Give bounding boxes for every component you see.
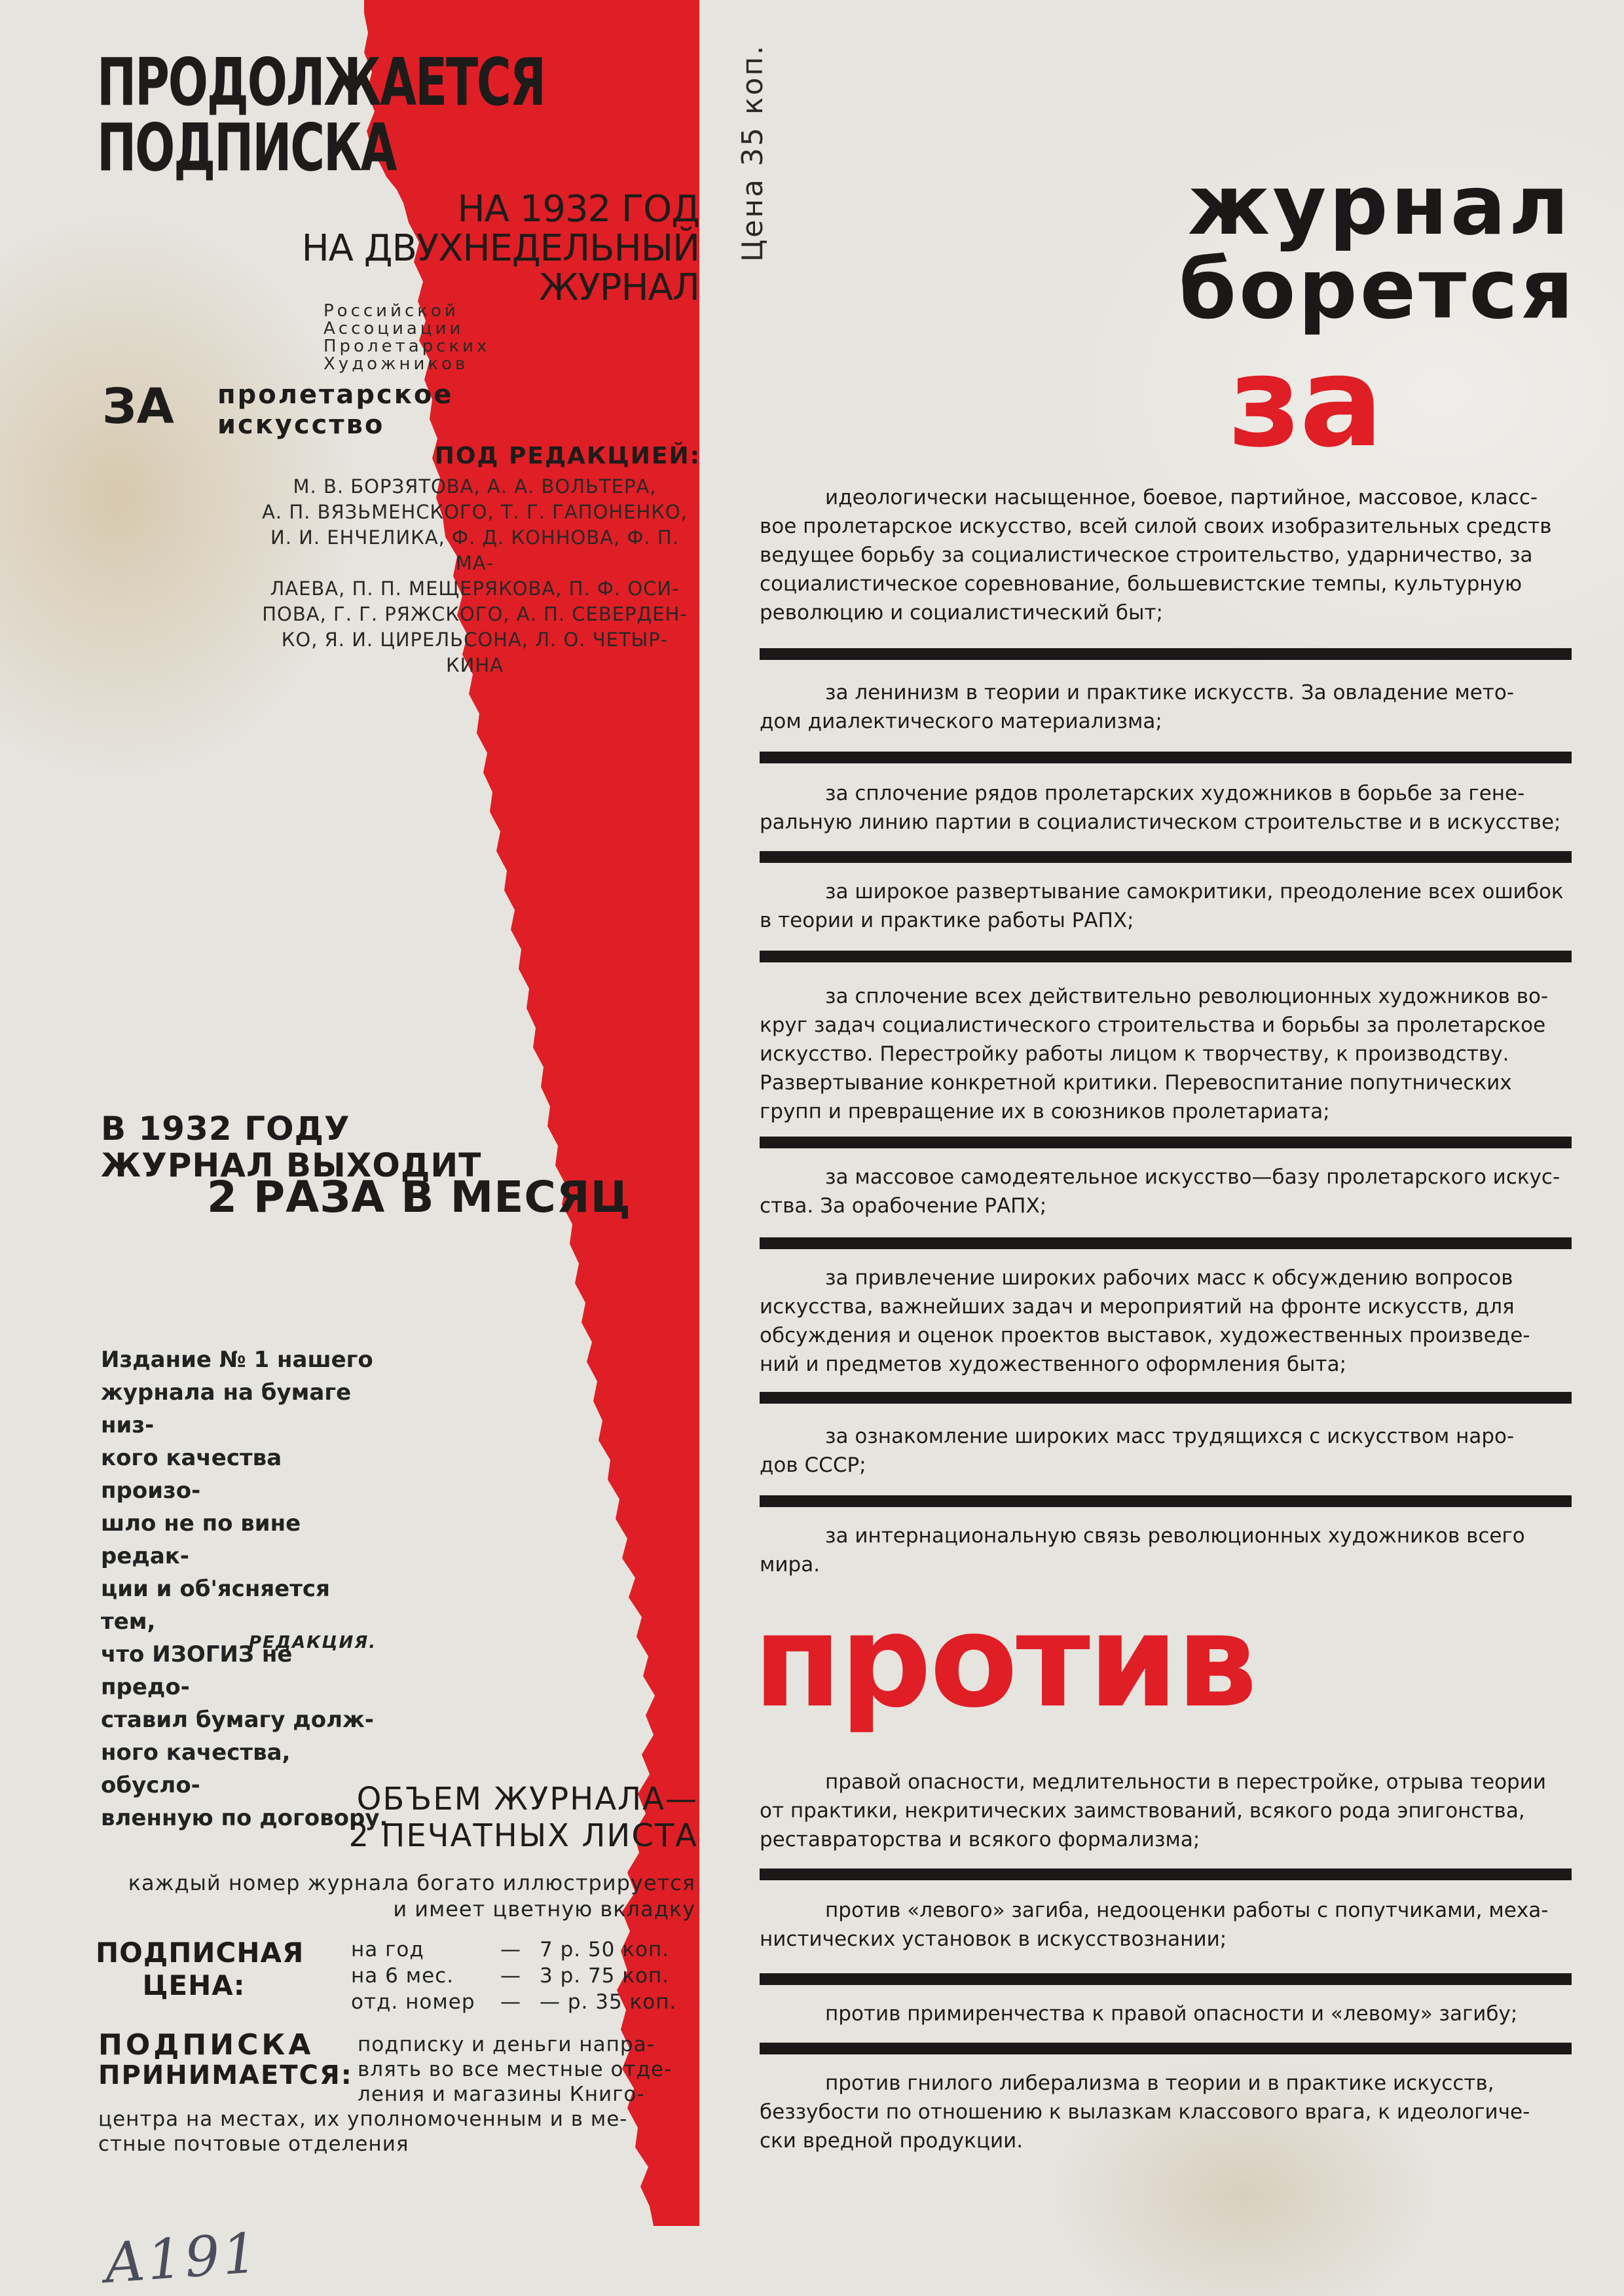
price-amount: 3 р. 75 коп. <box>540 1964 670 1988</box>
editorial-signature: РЕДАКЦИЯ. <box>249 1633 377 1652</box>
price-table <box>351 1937 676 2015</box>
editors-line: КИНА <box>446 654 504 676</box>
price-row <box>351 1937 676 1963</box>
divider-bar <box>760 851 1572 863</box>
price-label-line: ПОДПИСНАЯ <box>96 1937 304 1969</box>
notice-line: вленную по договору. <box>101 1805 388 1831</box>
journal-fights-heading <box>1179 157 1576 337</box>
item-line: реставраторства и всякого формализма; <box>760 1828 1200 1851</box>
divider-bar <box>760 1495 1572 1507</box>
item-line: идеологически насыщенное, боевое, партийное, массовое, класс- <box>825 486 1538 509</box>
price-term: отд. номер <box>351 1990 475 2014</box>
for-item <box>760 1163 1572 1220</box>
item-line: революцию и социалистический быт; <box>760 601 1163 625</box>
notice-line: журнала на бумаге низ- <box>101 1379 352 1438</box>
notice-line: Издание № 1 нашего <box>101 1347 373 1373</box>
publisher-line: Пролетарских <box>323 337 490 356</box>
price-dash: — <box>500 1938 521 1961</box>
publisher-line: Художников <box>323 354 469 374</box>
item-line: беззубости по отношению к вылазкам классового врага, к идеологиче- <box>760 2100 1530 2124</box>
divider-bar <box>760 2043 1572 2054</box>
acceptance-label-line: ПРИНИМАЕТСЯ: <box>98 2060 353 2090</box>
twice-monthly: 2 РАЗА В МЕСЯЦ <box>207 1172 631 1222</box>
item-line: против примиренчества к правой опасности и «левому» загибу; <box>825 2002 1518 2026</box>
publisher-line: Ассоциации <box>323 319 464 338</box>
item-line: ведущее борьбу за социалистическое строительство, ударничество, за <box>760 543 1533 567</box>
item-line: социалистическое соревнование, большевистские темпы, культурную <box>760 572 1522 596</box>
for-item <box>760 779 1572 837</box>
publication-line: НА 1932 ГОД <box>457 188 699 230</box>
item-line: ски вредной продукции. <box>760 2129 1024 2153</box>
item-line: против гнилого либерализма в теории и в практике искусств, <box>825 2071 1494 2095</box>
publisher-rapkh <box>323 302 490 373</box>
divider-bar <box>760 752 1572 763</box>
publisher-line: Российской <box>323 301 459 321</box>
notice-line: шло не по вине редак- <box>101 1510 301 1569</box>
acceptance-label-line: ПОДПИСКА <box>98 2028 314 2062</box>
item-line: от практики, некритических заимствований, всякого рода эпигонства, <box>760 1799 1525 1823</box>
protiv-red-heading: против <box>753 1587 1256 1736</box>
price-row <box>351 1989 676 2015</box>
editors-heading: ПОД РЕДАКЦИЕЙ: <box>434 443 701 469</box>
price-dash: — <box>500 1990 521 2014</box>
price-term: на 6 мес. <box>351 1964 454 1988</box>
za-word-black: ЗА <box>102 378 174 435</box>
za-art-line: пролетарское <box>217 380 454 410</box>
editors-list <box>249 474 701 678</box>
item-line: Развертывание конкретной критики. Перевоспитание попутнических <box>760 1071 1512 1095</box>
notice-line: что ИЗОГИЗ не предо- <box>101 1641 293 1700</box>
acceptance-line: влять во все местные отде- <box>358 2058 673 2081</box>
za-art-line: искусство <box>217 410 385 440</box>
for-item <box>760 982 1572 1126</box>
illustration-line: и имеет цветную вкладку <box>393 1897 695 1922</box>
editors-line: М. В. БОРЗЯТОВА, А. А. ВОЛЬТЕРА, <box>293 475 657 498</box>
divider-bar <box>760 1137 1572 1148</box>
for-item <box>760 1522 1572 1579</box>
divider-bar <box>760 648 1572 660</box>
acceptance-line: центра на местах, их уполномоченным и в ме- <box>98 2107 628 2131</box>
subscription-price-label <box>96 1937 304 2002</box>
item-line: ства. За орабочение РАПХ; <box>760 1194 1047 1218</box>
illustration-line: каждый номер журнала богато иллюстрируется <box>128 1870 695 1895</box>
acceptance-line: стные почтовые отделения <box>98 2132 409 2156</box>
heading-line: борется <box>1179 241 1576 337</box>
divider-bar <box>760 1392 1572 1404</box>
price-amount: — р. 35 коп. <box>540 1990 677 2014</box>
for-item <box>760 1422 1572 1480</box>
item-line: правой опасности, медлительности в перестройке, отрыва теории <box>825 1770 1547 1794</box>
for-item <box>760 877 1572 935</box>
divider-bar <box>760 1237 1572 1249</box>
item-line: за массовое самодеятельное искусство—базу пролетарского искус- <box>825 1165 1560 1189</box>
acceptance-line: подписку и деньги напра- <box>358 2033 655 2056</box>
proletarian-art-label <box>217 380 453 440</box>
divider-bar <box>760 1868 1572 1880</box>
price-dash: — <box>500 1964 521 1988</box>
item-line: дом диалектического материализма; <box>760 710 1162 733</box>
year-note-line: ЖУРНАЛ ВЫХОДИТ <box>101 1146 482 1184</box>
item-line: за ознакомление широких масс трудящихся с искусством наро- <box>825 1425 1515 1448</box>
item-line: за сплочение всех действительно революционных художников во- <box>825 985 1549 1008</box>
headline-line: ПРОДОЛЖАЕТСЯ <box>97 44 545 120</box>
paper-quality-notice <box>101 1343 389 1834</box>
acceptance-label <box>98 2030 353 2090</box>
for-item <box>760 1264 1572 1379</box>
item-line: искусства, важнейших задач и мероприятий на фронте искусств, для <box>760 1295 1515 1319</box>
for-item <box>760 678 1572 736</box>
against-item <box>760 2069 1572 2155</box>
item-line: обсуждения и оценок проектов выставок, художественных произведе- <box>760 1324 1530 1347</box>
price-row <box>351 1963 676 1989</box>
archive-handwritten-mark: A191 <box>102 2220 263 2296</box>
price-amount: 7 р. 50 коп. <box>540 1938 670 1961</box>
item-line: круг задач социалистического строительства и борьбы за пролетарское <box>760 1013 1546 1037</box>
cover-price-vertical: Цена 35 коп. <box>736 43 769 262</box>
item-line: вое пролетарское искусство, всей силой своих изобразительных средств <box>760 515 1552 538</box>
journal-volume <box>174 1781 698 1854</box>
item-line: за широкое развертывание самокритики, преодоление всех ошибок <box>825 880 1564 903</box>
publication-line: НА ДВУХНЕДЕЛЬНЫЙ <box>301 227 699 270</box>
item-line: ний и предметов художественного оформления быта; <box>760 1353 1347 1376</box>
item-line: дов СССР; <box>760 1453 866 1477</box>
item-line: искусство. Перестройку работы лицом к творчеству, к производству. <box>760 1042 1509 1066</box>
publication-line: ЖУРНАЛ <box>539 266 699 309</box>
item-line: за интернациональную связь революционных художников всего <box>825 1524 1525 1548</box>
item-line: за сплочение рядов пролетарских художников в борьбе за гене- <box>825 782 1525 805</box>
notice-line: ции и об'ясняется тем, <box>101 1576 330 1635</box>
heading-line: журнал <box>1187 157 1572 253</box>
for-item <box>760 483 1572 627</box>
against-item <box>760 1999 1572 2028</box>
notice-line: ного качества, обусло- <box>101 1740 291 1798</box>
editors-line: И. И. ЕНЧЕЛИКА, Ф. Д. КОННОВА, Ф. П. МА- <box>270 526 679 574</box>
volume-line: 2 ПЕЧАТНЫХ ЛИСТА <box>348 1817 698 1854</box>
headline <box>97 44 719 186</box>
notice-line: ставил бумагу долж- <box>101 1707 374 1733</box>
item-line: за ленинизм в теории и практике искусств. За овладение мето- <box>825 681 1515 704</box>
item-line: против «левого» загиба, недооценки работы с попутчиками, меха- <box>825 1899 1549 1922</box>
divider-bar <box>760 951 1572 962</box>
acceptance-text-indented <box>358 2032 698 2107</box>
za-red-heading: за <box>1228 330 1382 475</box>
editors-line: А. П. ВЯЗЬМЕНСКОГО, Т. Г. ГАПОНЕНКО, <box>262 501 688 523</box>
item-line: в теории и практике работы РАПХ; <box>760 909 1134 932</box>
headline-line: ПОДПИСКА <box>97 109 396 186</box>
item-line: за привлечение широких рабочих масс к обсуждению вопросов <box>825 1266 1513 1290</box>
editors-line: КО, Я. И. ЦИРЕЛЬСОНА, Л. О. ЧЕТЫР- <box>281 629 669 651</box>
editors-line: ПОВА, Г. Г. РЯЖСКОГО, А. П. СЕВЕРДЕН- <box>262 603 688 625</box>
divider-bar <box>760 1973 1572 1985</box>
against-item <box>760 1896 1572 1954</box>
year-note-line: В 1932 ГОДУ <box>101 1110 350 1148</box>
against-item <box>760 1768 1572 1854</box>
volume-line: ОБЪЕМ ЖУРНАЛА— <box>356 1781 698 1817</box>
item-line: мира. <box>760 1553 821 1576</box>
notice-line: кого качества произо- <box>101 1445 282 1504</box>
item-line: групп и превращение их в союзников пролетариата; <box>760 1100 1330 1123</box>
illustration-note <box>67 1870 695 1922</box>
price-term: на год <box>351 1938 424 1961</box>
acceptance-text-full <box>98 2107 701 2157</box>
item-line: нистических установок в искусствознании; <box>760 1927 1227 1951</box>
item-line: ральную линию партии в социалистическом строительстве и в искусстве; <box>760 811 1561 834</box>
acceptance-line: ления и магазины Книго- <box>358 2083 645 2106</box>
price-label-line: ЦЕНА: <box>142 1969 246 2001</box>
editors-line: ЛАЕВА, П. П. МЕЩЕРЯКОВА, П. Ф. ОСИ- <box>270 577 680 600</box>
publication-period <box>241 190 699 308</box>
